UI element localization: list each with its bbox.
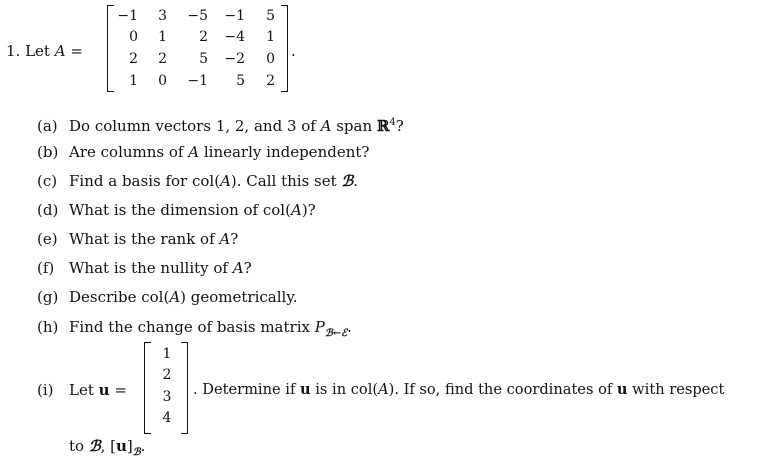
matrix-entry: −4 — [224, 29, 245, 45]
vector-right-bracket — [181, 342, 188, 434]
matrix-entry: −5 — [187, 8, 208, 24]
matrix-entry: 0 — [158, 73, 167, 89]
matrix-variable: A — [290, 201, 302, 219]
matrix-entry: 2 — [158, 51, 167, 67]
question-label: (e) — [37, 230, 58, 248]
matrix-right-bracket — [281, 5, 288, 92]
vector-u: u — [299, 381, 311, 398]
matrix-entry: −1 — [187, 73, 208, 89]
question-text: is in col( — [310, 381, 379, 398]
question-text: ? — [230, 230, 239, 248]
real-numbers-symbol: ℝ — [376, 117, 390, 135]
matrix-entry: 0 — [129, 29, 138, 45]
question-item — [37, 143, 369, 161]
question-text: with respect — [627, 381, 725, 398]
question-text: What is the nullity of — [69, 259, 233, 277]
matrix-entry: 2 — [266, 73, 275, 89]
question-item — [37, 259, 252, 277]
vector-entry: 2 — [162, 367, 172, 383]
problem-number: 1. — [6, 42, 21, 60]
matrix-end-period: . — [291, 42, 296, 60]
question-text: Find the change of basis matrix — [69, 318, 315, 336]
vector-entry: 1 — [162, 346, 172, 362]
question-label: (d) — [37, 201, 59, 219]
question-item — [37, 172, 358, 190]
question-text: ? — [243, 259, 252, 277]
matrix-entry: 5 — [266, 8, 275, 24]
question-text: . — [347, 318, 352, 336]
question-label: (g) — [37, 288, 59, 306]
question-label: (b) — [37, 143, 59, 161]
vector-left-bracket — [144, 342, 151, 434]
basis-subscript: ℬ — [132, 447, 141, 458]
matrix-entry: 5 — [236, 73, 245, 89]
matrix-variable: A — [219, 230, 231, 248]
matrix-variable: A — [188, 143, 200, 161]
change-of-basis-symbol: P — [314, 318, 325, 336]
matrix-variable: A — [169, 288, 181, 306]
question-text: Find a basis for col( — [69, 172, 221, 190]
question-text: Are columns of — [69, 143, 189, 161]
vector-u: u — [116, 437, 127, 455]
matrix-entry: −2 — [224, 51, 245, 67]
question-item — [37, 114, 404, 135]
question-text: ? — [395, 117, 404, 135]
vector-u: u — [98, 381, 110, 399]
equals-sign: = — [114, 381, 127, 399]
question-text: . — [353, 172, 358, 190]
question-text: Do column vectors 1, 2, and 3 of — [69, 117, 321, 135]
matrix-variable: A — [232, 259, 244, 277]
question-item — [37, 288, 298, 306]
question-label: (f) — [37, 259, 55, 277]
matrix-variable: A — [320, 117, 332, 135]
question-item — [37, 201, 316, 219]
equals-sign: = — [70, 42, 83, 60]
question-text: linearly independent? — [199, 143, 370, 161]
question-label: (a) — [37, 117, 58, 135]
matrix-entry: −1 — [224, 8, 245, 24]
basis-symbol: ℬ — [88, 437, 101, 455]
matrix-entry: 2 — [129, 51, 138, 67]
question-i-line2 — [69, 437, 145, 462]
matrix-entry: 1 — [129, 73, 138, 89]
question-i-line1-left — [37, 381, 127, 399]
vector-entry: 4 — [162, 410, 172, 426]
question-text: to — [69, 437, 89, 455]
question-label: (i) — [37, 381, 54, 399]
basis-symbol: ℬ — [341, 172, 354, 190]
question-item — [37, 318, 352, 343]
question-text: span — [331, 117, 377, 135]
question-label: (h) — [37, 318, 59, 336]
question-text: ). Call this set — [230, 172, 342, 190]
question-i-line1-right — [193, 381, 724, 399]
matrix-entry: 5 — [199, 51, 208, 67]
let-text: Let — [69, 381, 94, 399]
question-text: ). If so, find the coordinates of — [388, 381, 617, 398]
vector-entry: 3 — [162, 389, 172, 405]
matrix-variable: A — [54, 42, 66, 60]
question-text: . — [140, 437, 146, 455]
matrix-entry: 1 — [158, 29, 167, 45]
problem-header — [6, 42, 83, 60]
matrix-variable: A — [220, 172, 231, 190]
question-text: . Determine if — [193, 381, 300, 398]
matrix-entry: 1 — [266, 29, 275, 45]
question-text: ) geometrically. — [180, 288, 298, 306]
question-text: Describe col( — [69, 288, 170, 306]
matrix-entry: −1 — [117, 8, 138, 24]
let-text: Let — [25, 42, 50, 60]
question-item — [37, 230, 238, 248]
dimension-superscript: 4 — [389, 117, 396, 128]
matrix-entry: 2 — [199, 29, 208, 45]
question-text: What is the dimension of col( — [69, 201, 291, 219]
question-text: ] — [126, 437, 133, 455]
question-label: (c) — [37, 172, 58, 190]
question-text: )? — [301, 201, 316, 219]
matrix-entry: 0 — [266, 51, 275, 67]
matrix-variable: A — [378, 381, 389, 398]
question-text: What is the rank of — [69, 230, 220, 248]
change-of-basis-subscript: ℬ←ℰ — [324, 328, 348, 339]
matrix-entry: 3 — [158, 8, 167, 24]
question-text: , [ — [100, 437, 117, 455]
vector-u: u — [616, 381, 628, 398]
